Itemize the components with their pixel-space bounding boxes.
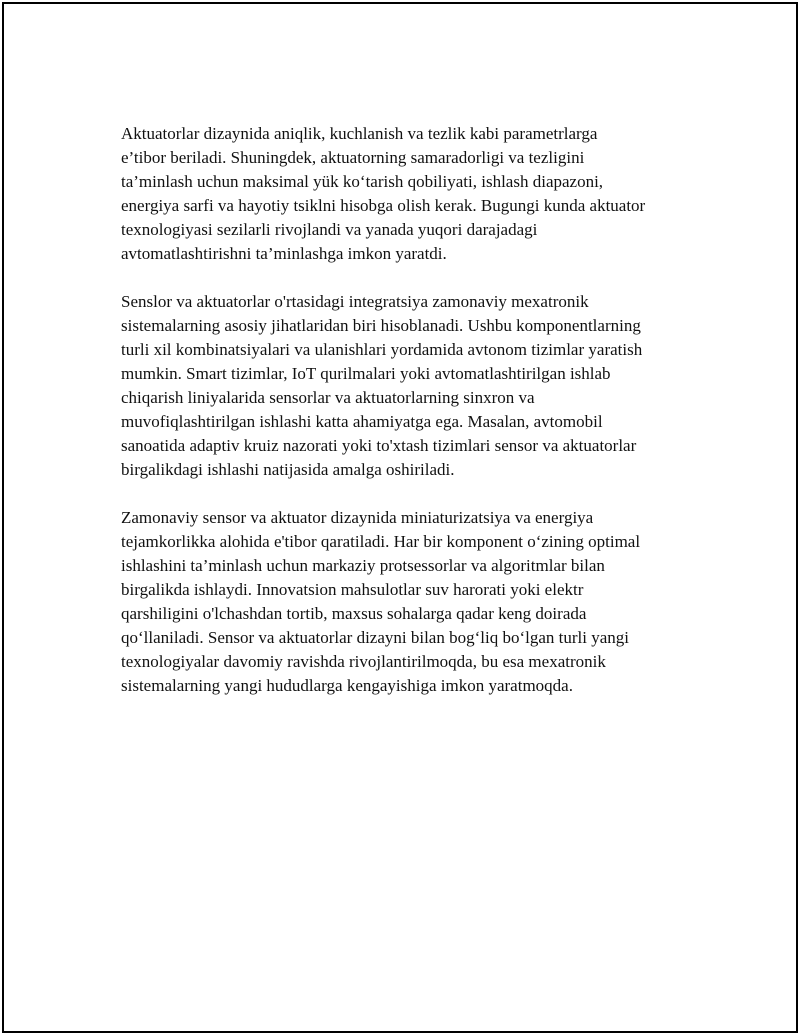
paragraph-integration [121, 290, 701, 482]
text-line: Senslor va aktuatorlar o'rtasidagi integratsiya zamonaviy mexatronik [121, 292, 589, 311]
text-line: birgalikdagi ishlashi natijasida amalga oshiriladi. [121, 460, 455, 479]
text-line: e’tibor beriladi. Shuningdek, aktuatorning samaradorligi va tezligini [121, 148, 585, 167]
text-line: chiqarish liniyalarida sensorlar va aktuatorlarning sinxron va [121, 388, 535, 407]
document-body [121, 122, 701, 722]
text-line: Aktuatorlar dizaynida aniqlik, kuchlanish va tezlik kabi parametrlarga [121, 124, 598, 143]
text-line: turli xil kombinatsiyalari va ulanishlari yordamida avtonom tizimlar yaratish [121, 340, 643, 359]
text-line: texnologiyasi sezilarli rivojlandi va yanada yuqori darajadagi [121, 220, 538, 239]
text-line: avtomatlashtirishni ta’minlashga imkon yaratdi. [121, 244, 447, 263]
page-frame [2, 2, 798, 1033]
text-line: sanoatida adaptiv kruiz nazorati yoki to'xtash tizimlari sensor va aktuatorlar [121, 436, 637, 455]
text-line: sistemalarning yangi hududlarga kengayishiga imkon yaratmoqda. [121, 676, 573, 695]
text-line: birgalikda ishlaydi. Innovatsion mahsulotlar suv harorati yoki elektr [121, 580, 584, 599]
text-line: texnologiyalar davomiy ravishda rivojlantirilmoqda, bu esa mexatronik [121, 652, 606, 671]
text-line: tejamkorlikka alohida e'tibor qaratiladi. Har bir komponent oʻzining optimal [121, 532, 641, 551]
paragraph-actuator-design [121, 122, 701, 266]
text-line: mumkin. Smart tizimlar, IoT qurilmalari yoki avtomatlashtirilgan ishlab [121, 364, 611, 383]
text-line: Zamonaviy sensor va aktuator dizaynida miniaturizatsiya va energiya [121, 508, 594, 527]
text-line: energiya sarfi va hayotiy tsiklni hisobga olish kerak. Bugungi kunda aktuator [121, 196, 646, 215]
paragraph-miniaturization [121, 506, 701, 698]
text-line: qarshiligini o'lchashdan tortib, maxsus sohalarga qadar keng doirada [121, 604, 587, 623]
text-line: muvofiqlashtirilgan ishlashi katta ahamiyatga ega. Masalan, avtomobil [121, 412, 603, 431]
text-line: ishlashini ta’minlash uchun markaziy protsessorlar va algoritmlar bilan [121, 556, 605, 575]
text-line: qoʻllaniladi. Sensor va aktuatorlar dizayni bilan bogʻliq boʻlgan turli yangi [121, 628, 629, 647]
text-line: sistemalarning asosiy jihatlaridan biri hisoblanadi. Ushbu komponentlarning [121, 316, 641, 335]
text-line: ta’minlash uchun maksimal yük koʻtarish qobiliyati, ishlash diapazoni, [121, 172, 604, 191]
